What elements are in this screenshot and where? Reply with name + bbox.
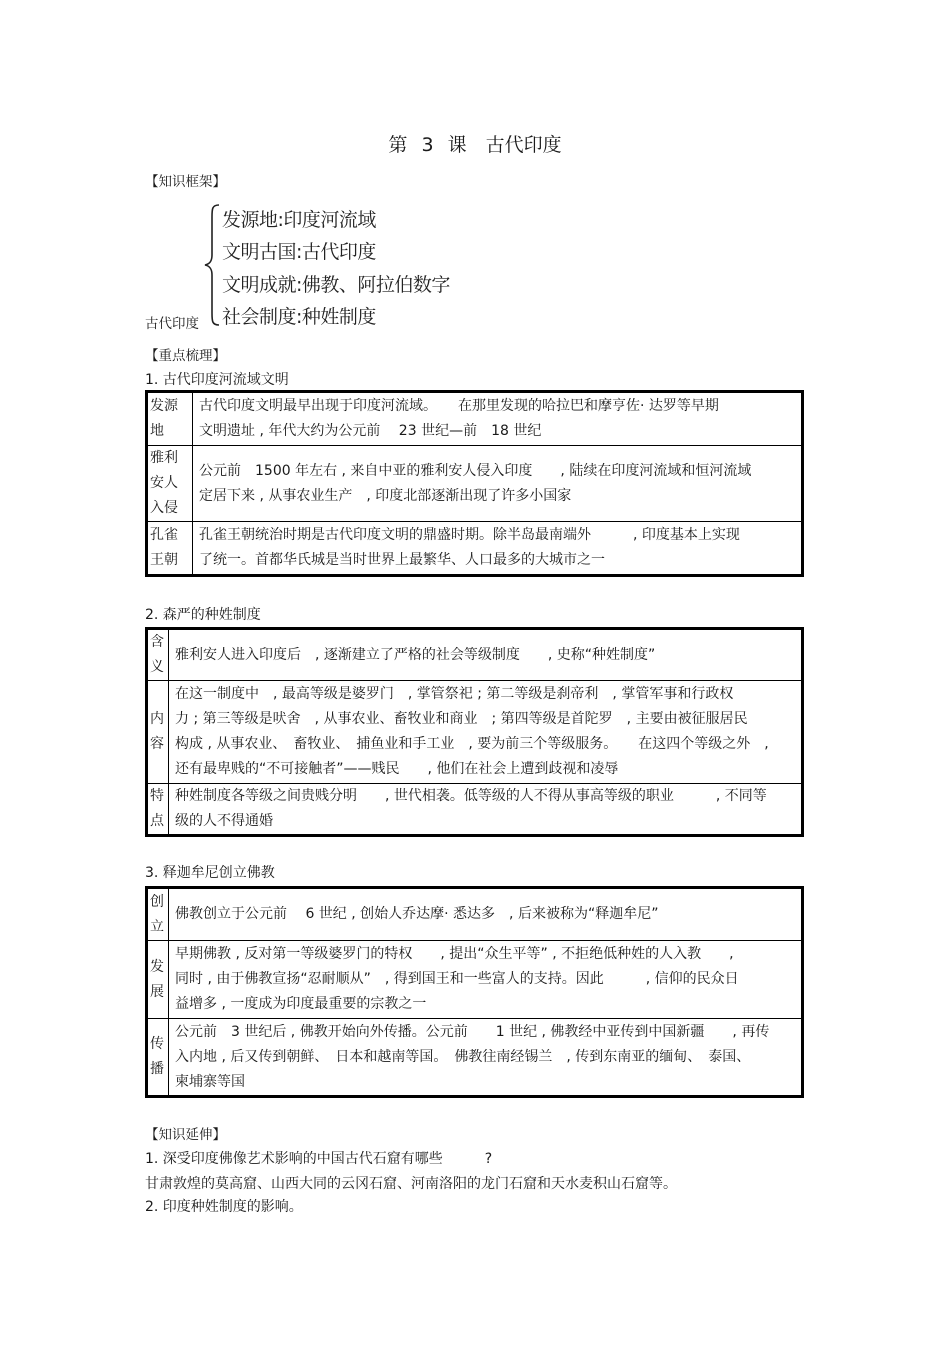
content-line: 雅利安人进入印度后 , 逐渐建立了严格的社会等级制度 , 史称“种姓制度” <box>175 646 656 663</box>
content-line: 公元前 3 世纪后 , 佛教开始向外传播。公元前 1 世纪 , 佛教经中亚传到中国新疆 , 再传 <box>175 1023 770 1040</box>
row-content <box>193 522 803 576</box>
row-content <box>193 446 803 522</box>
content-line: 益增多 , 一度成为印度最重要的宗教之一 <box>175 996 427 1012</box>
table-row <box>147 629 803 681</box>
content-line: 定居下来 , 从事农业生产 , 印度北部逐渐出现了许多小国家 <box>199 487 572 504</box>
row-label: 孔雀王朝 <box>147 522 193 576</box>
row-content <box>193 392 803 446</box>
content-line: 文明遗址 , 年代大约为公元前 23 世纪—前 18 世纪 <box>199 423 542 439</box>
content-line: 早期佛教 , 反对第一等级婆罗门的特权 , 提出“众生平等” , 不拒绝低种姓的人入教 , <box>175 946 734 962</box>
extension-answer-1: 甘肃敦煌的莫高窟、山西大同的云冈石窟、河南洛阳的龙门石窟和天水麦积山石窟等。 <box>145 1176 677 1192</box>
table-row <box>147 392 803 446</box>
extension-question-2: 2. 印度种姓制度的影响。 <box>145 1199 303 1215</box>
table-row <box>147 888 803 941</box>
row-label: 含义 <box>147 629 169 681</box>
table-row <box>147 1019 803 1097</box>
table-row <box>147 681 803 784</box>
row-label: 传播 <box>147 1019 169 1097</box>
content-line: 级的人不得通婚 <box>175 813 273 829</box>
page-title: 第 3 课 古代印度 <box>388 134 562 156</box>
table-row <box>147 446 803 522</box>
row-content <box>169 1019 803 1097</box>
framework-item: 发源地:印度河流域 <box>222 209 376 231</box>
table-row <box>147 941 803 1019</box>
content-line: 还有最卑贱的“不可接触者”——贱民 , 他们在社会上遭到歧视和凌辱 <box>175 761 619 777</box>
content-line: 构成 , 从事农业、 畜牧业、 捕鱼业和手工业 , 要为前三个等级服务。 在这四个等级之外 , <box>175 736 769 752</box>
section1-heading: 1. 古代印度河流域文明 <box>145 372 289 388</box>
section1-table <box>145 390 804 577</box>
table-row <box>147 522 803 576</box>
table-row <box>147 784 803 836</box>
row-label: 发展 <box>147 941 169 1019</box>
framework-item: 社会制度:种姓制度 <box>222 306 376 328</box>
framework-item: 文明成就:佛教、阿拉伯数字 <box>222 274 450 296</box>
row-label: 雅利安人入侵 <box>147 446 193 522</box>
content-line: 佛教创立于公元前 6 世纪 , 创始人乔达摩· 悉达多 , 后来被称为“释迦牟尼” <box>175 906 659 922</box>
row-label: 发源地 <box>147 392 193 446</box>
row-content <box>169 888 803 941</box>
row-content <box>169 784 803 836</box>
framework-item: 文明古国:古代印度 <box>222 241 376 263</box>
row-content <box>169 941 803 1019</box>
content-line: 柬埔寨等国 <box>175 1073 245 1090</box>
key-points-label: 【重点梳理】 <box>145 348 226 364</box>
row-content <box>169 681 803 784</box>
framework-brace <box>203 203 221 327</box>
section2-table <box>145 627 804 837</box>
content-line: 力 ; 第三等级是吠舍 , 从事农业、畜牧业和商业 ; 第四等级是首陀罗 , 主要由被征服居民 <box>175 711 748 727</box>
framework-root: 古代印度 <box>145 316 199 332</box>
content-line: 在这一制度中 , 最高等级是婆罗门 , 掌管祭祀 ; 第二等级是刹帝利 , 掌管军事和行政权 <box>175 686 734 702</box>
row-label: 创立 <box>147 888 169 941</box>
content-line: 入内地 , 后又传到朝鲜、 日本和越南等国。 佛教往南经锡兰 , 传到东南亚的缅甸、 泰国、 <box>175 1048 751 1065</box>
extension-label: 【知识延伸】 <box>145 1127 226 1143</box>
row-label: 特点 <box>147 784 169 836</box>
content-line: 古代印度文明最早出现于印度河流域。 在那里发现的哈拉巴和摩亨佐· 达罗等早期 <box>199 398 719 414</box>
framework-label: 【知识框架】 <box>145 174 226 190</box>
content-line: 同时 , 由于佛教宣扬“忍耐顺从” , 得到国王和一些富人的支持。因此 , 信仰的民众日 <box>175 971 739 987</box>
content-line: 孔雀王朝统治时期是古代印度文明的鼎盛时期。除半岛最南端外 , 印度基本上实现 <box>199 527 740 543</box>
content-line: 公元前 1500 年左右 , 来自中亚的雅利安人侵入印度 , 陆续在印度河流域和恒河流域 <box>199 462 752 479</box>
content-line: 种姓制度各等级之间贵贱分明 , 世代相袭。低等级的人不得从事高等级的职业 , 不同等 <box>175 788 767 804</box>
row-content <box>169 629 803 681</box>
section2-heading: 2. 森严的种姓制度 <box>145 607 261 623</box>
extension-question-1: 1. 深受印度佛像艺术影响的中国古代石窟有哪些 ? <box>145 1151 493 1167</box>
section3-heading: 3. 释迦牟尼创立佛教 <box>145 865 275 881</box>
row-label: 内容 <box>147 681 169 784</box>
content-line: 了统一。首都华氏城是当时世界上最繁华、人口最多的大城市之一 <box>199 552 605 568</box>
section3-table <box>145 886 804 1098</box>
